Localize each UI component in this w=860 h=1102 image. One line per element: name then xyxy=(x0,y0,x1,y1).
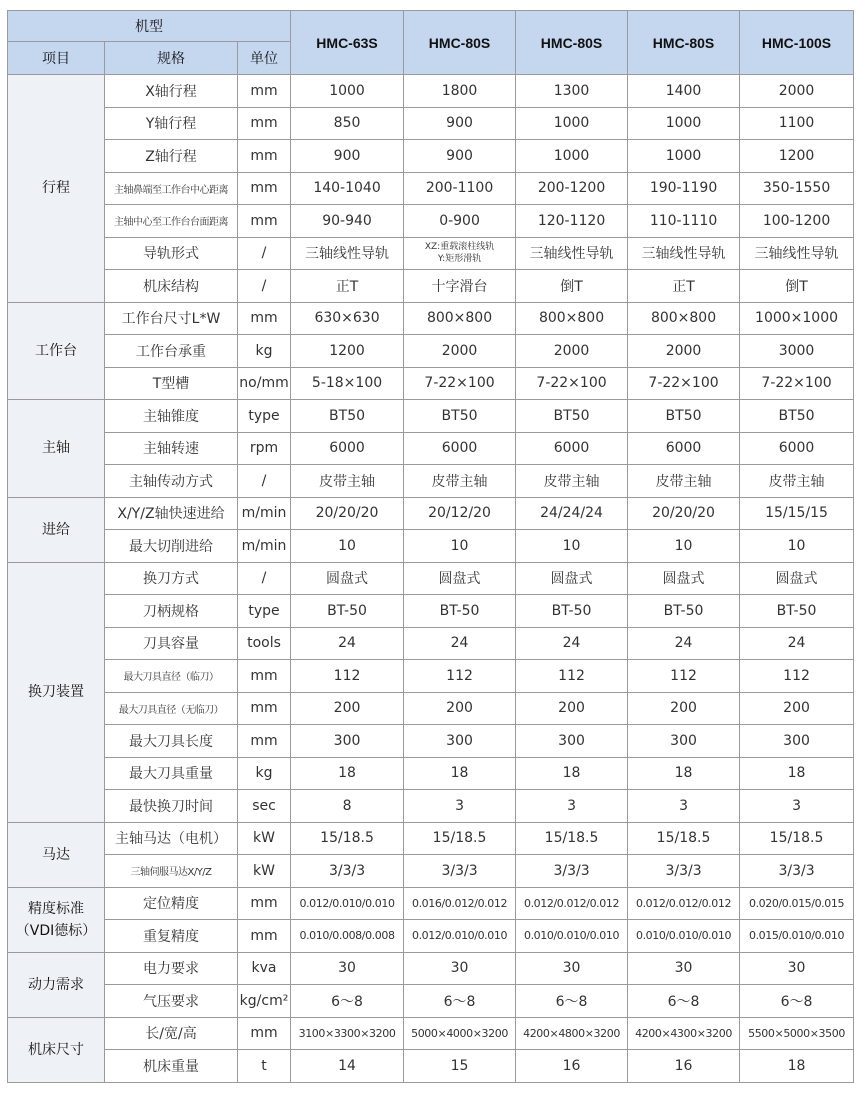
table-row xyxy=(8,985,854,1018)
value-cell: 6～8 xyxy=(628,985,740,1018)
value-cell: 6000 xyxy=(740,432,854,465)
unit-cell: / xyxy=(238,562,291,595)
spec-cell: 机床结构 xyxy=(105,270,238,303)
value-cell: 30 xyxy=(740,952,854,985)
value-cell: 圆盘式 xyxy=(404,562,516,595)
spec-cell: X轴行程 xyxy=(105,75,238,108)
spec-cell: 换刀方式 xyxy=(105,562,238,595)
spec-cell: T型槽 xyxy=(105,367,238,400)
value-cell: 0.010/0.010/0.010 xyxy=(628,920,740,953)
unit-cell: kva xyxy=(238,952,291,985)
value-cell: 2000 xyxy=(404,335,516,368)
value-cell: 6～8 xyxy=(516,985,628,1018)
unit-cell: mm xyxy=(238,205,291,238)
category-label: 马达 xyxy=(42,846,70,863)
value-cell: 18 xyxy=(404,757,516,790)
table-row xyxy=(8,270,854,303)
table-row xyxy=(8,822,854,855)
header-row-top xyxy=(8,11,854,42)
category-label: 工作台 xyxy=(35,342,77,359)
value-cell: 5-18×100 xyxy=(291,367,404,400)
value-cell: 14 xyxy=(291,1050,404,1083)
spec-cell: 重复精度 xyxy=(105,920,238,953)
category-cell xyxy=(8,1017,105,1082)
value-cell: 112 xyxy=(291,660,404,693)
value-cell: 3/3/3 xyxy=(516,855,628,888)
unit-cell: kW xyxy=(238,822,291,855)
value-cell: 圆盘式 xyxy=(516,562,628,595)
value-cell: 1100 xyxy=(740,107,854,140)
value-cell: 30 xyxy=(404,952,516,985)
value-cell: 7-22×100 xyxy=(740,367,854,400)
value-cell: 24 xyxy=(404,627,516,660)
table-row xyxy=(8,400,854,433)
value-cell: 800×800 xyxy=(628,302,740,335)
spec-cell: 导轨形式 xyxy=(105,237,238,270)
value-cell: 350-1550 xyxy=(740,172,854,205)
value-cell: 0.012/0.012/0.012 xyxy=(516,887,628,920)
value-cell: 2000 xyxy=(516,335,628,368)
value-cell: 皮带主轴 xyxy=(516,465,628,498)
value-cell: 3 xyxy=(740,790,854,823)
table-row xyxy=(8,757,854,790)
unit-cell: mm xyxy=(238,660,291,693)
spec-cell: 最大切削进给 xyxy=(105,530,238,563)
unit-cell: kW xyxy=(238,855,291,888)
category-label: 进给 xyxy=(42,521,70,538)
table-row xyxy=(8,497,854,530)
category-cell xyxy=(8,822,105,887)
table-row xyxy=(8,75,854,108)
value-cell: BT-50 xyxy=(628,595,740,628)
category-label: 精度标准 xyxy=(28,900,84,917)
value-cell: 20/20/20 xyxy=(628,497,740,530)
value-cell: 3/3/3 xyxy=(291,855,404,888)
value-cell: 0.010/0.010/0.010 xyxy=(516,920,628,953)
value-cell: 15/18.5 xyxy=(291,822,404,855)
spec-cell: 主轴转速 xyxy=(105,432,238,465)
value-cell: 1800 xyxy=(404,75,516,108)
model-col-1: HMC-63S xyxy=(291,11,404,75)
value-line: XZ:重载滚柱线轨 xyxy=(424,242,495,253)
unit-cell: / xyxy=(238,270,291,303)
value-cell: 15/18.5 xyxy=(628,822,740,855)
category-label: 机床尺寸 xyxy=(28,1041,84,1058)
category-label: 主轴 xyxy=(42,440,70,457)
table-row xyxy=(8,432,854,465)
value-cell: 1200 xyxy=(740,140,854,173)
spec-cell: 主轴中心至工作台台面距离 xyxy=(105,205,238,238)
value-cell: 7-22×100 xyxy=(628,367,740,400)
value-cell: 3/3/3 xyxy=(404,855,516,888)
value-cell: 1000 xyxy=(628,140,740,173)
spec-cell: 长/宽/高 xyxy=(105,1017,238,1050)
spec-cell: 工作台尺寸L*W xyxy=(105,302,238,335)
table-row xyxy=(8,367,854,400)
value-cell: 10 xyxy=(740,530,854,563)
table-row xyxy=(8,530,854,563)
value-cell: 24 xyxy=(516,627,628,660)
value-cell: 90-940 xyxy=(291,205,404,238)
unit-cell: no/mm xyxy=(238,367,291,400)
value-cell: 630×630 xyxy=(291,302,404,335)
model-col-4: HMC-80S xyxy=(628,11,740,75)
value-cell: 300 xyxy=(628,725,740,758)
value-cell: 24 xyxy=(740,627,854,660)
value-cell: 6000 xyxy=(628,432,740,465)
value-cell: 7-22×100 xyxy=(404,367,516,400)
value-cell: 200 xyxy=(291,692,404,725)
value-cell: 正T xyxy=(628,270,740,303)
spec-cell: 刀柄规格 xyxy=(105,595,238,628)
unit-cell: tools xyxy=(238,627,291,660)
value-cell: 2000 xyxy=(628,335,740,368)
value-cell: 6～8 xyxy=(740,985,854,1018)
value-cell: 20/20/20 xyxy=(291,497,404,530)
model-col-3: HMC-80S xyxy=(516,11,628,75)
value-cell: 18 xyxy=(291,757,404,790)
unit-cell: / xyxy=(238,237,291,270)
model-header: 机型 xyxy=(8,11,291,42)
value-cell: 200 xyxy=(404,692,516,725)
table-row xyxy=(8,595,854,628)
value-cell: 6～8 xyxy=(404,985,516,1018)
spec-cell: 主轴锥度 xyxy=(105,400,238,433)
unit-cell: mm xyxy=(238,302,291,335)
value-cell: 圆盘式 xyxy=(291,562,404,595)
value-cell: 24 xyxy=(628,627,740,660)
value-cell: 30 xyxy=(291,952,404,985)
value-cell: 800×800 xyxy=(516,302,628,335)
unit-cell: t xyxy=(238,1050,291,1083)
value-cell: 15/18.5 xyxy=(740,822,854,855)
unit-cell: kg xyxy=(238,335,291,368)
value-cell: 6000 xyxy=(291,432,404,465)
value-cell: 6～8 xyxy=(291,985,404,1018)
value-cell: 6000 xyxy=(516,432,628,465)
value-cell: 正T xyxy=(291,270,404,303)
value-cell: 圆盘式 xyxy=(740,562,854,595)
value-cell: 112 xyxy=(740,660,854,693)
spec-cell: 定位精度 xyxy=(105,887,238,920)
table-row xyxy=(8,205,854,238)
table-row xyxy=(8,302,854,335)
table-row xyxy=(8,172,854,205)
value-cell: 10 xyxy=(516,530,628,563)
spec-cell: 主轴鼻端至工作台中心距离 xyxy=(105,172,238,205)
value-cell: 三轴线性导轨 xyxy=(740,237,854,270)
value-cell: BT-50 xyxy=(740,595,854,628)
value-cell: 16 xyxy=(516,1050,628,1083)
value-cell xyxy=(404,237,516,270)
value-cell: 0.016/0.012/0.012 xyxy=(404,887,516,920)
table-row xyxy=(8,855,854,888)
table-row xyxy=(8,920,854,953)
category-cell xyxy=(8,400,105,498)
value-cell: 1000 xyxy=(628,107,740,140)
value-cell: 1200 xyxy=(291,335,404,368)
value-cell: 1400 xyxy=(628,75,740,108)
category-cell xyxy=(8,497,105,562)
value-cell: 900 xyxy=(404,107,516,140)
value-cell: 200 xyxy=(516,692,628,725)
value-cell: 皮带主轴 xyxy=(404,465,516,498)
value-cell: 3100×3300×3200 xyxy=(291,1017,404,1050)
value-cell: 十字滑台 xyxy=(404,270,516,303)
spec-cell: 主轴马达（电机） xyxy=(105,822,238,855)
spec-cell: 电力要求 xyxy=(105,952,238,985)
value-cell: 圆盘式 xyxy=(628,562,740,595)
value-cell: 112 xyxy=(516,660,628,693)
unit-cell: type xyxy=(238,400,291,433)
table-row xyxy=(8,660,854,693)
spec-cell: Z轴行程 xyxy=(105,140,238,173)
spec-cell: 三轴伺服马达X/Y/Z xyxy=(105,855,238,888)
value-cell: 18 xyxy=(740,757,854,790)
spec-cell: 最大刀具直径（无临刀） xyxy=(105,692,238,725)
unit-cell: mm xyxy=(238,692,291,725)
spec-cell: 机床重量 xyxy=(105,1050,238,1083)
unit-cell: mm xyxy=(238,75,291,108)
value-cell: 300 xyxy=(740,725,854,758)
value-cell: 2000 xyxy=(740,75,854,108)
value-cell: 110-1110 xyxy=(628,205,740,238)
value-cell: 900 xyxy=(404,140,516,173)
value-cell: 18 xyxy=(740,1050,854,1083)
value-cell: 三轴线性导轨 xyxy=(516,237,628,270)
value-cell: BT50 xyxy=(404,400,516,433)
value-cell: 18 xyxy=(628,757,740,790)
value-cell: 15 xyxy=(404,1050,516,1083)
value-cell: 三轴线性导轨 xyxy=(291,237,404,270)
unit-cell: mm xyxy=(238,172,291,205)
spec-header: 规格 xyxy=(105,42,238,75)
unit-cell: mm xyxy=(238,107,291,140)
value-cell: 15/18.5 xyxy=(404,822,516,855)
value-cell: 1000 xyxy=(291,75,404,108)
value-cell: 100-1200 xyxy=(740,205,854,238)
value-cell: 皮带主轴 xyxy=(628,465,740,498)
value-cell: BT50 xyxy=(291,400,404,433)
value-cell: 10 xyxy=(291,530,404,563)
category-label: （VDI德标） xyxy=(15,922,97,939)
value-cell: 6000 xyxy=(404,432,516,465)
unit-cell: mm xyxy=(238,920,291,953)
item-header: 项目 xyxy=(8,42,105,75)
value-cell: BT50 xyxy=(516,400,628,433)
model-col-2: HMC-80S xyxy=(404,11,516,75)
model-col-5: HMC-100S xyxy=(740,11,854,75)
value-cell: 30 xyxy=(516,952,628,985)
value-cell: 1000×1000 xyxy=(740,302,854,335)
value-cell: 10 xyxy=(628,530,740,563)
value-cell: 0.020/0.015/0.015 xyxy=(740,887,854,920)
spec-cell: 最大刀具直径（临刀） xyxy=(105,660,238,693)
category-cell xyxy=(8,75,105,303)
value-cell: 16 xyxy=(628,1050,740,1083)
value-cell: 0.012/0.012/0.012 xyxy=(628,887,740,920)
table-row xyxy=(8,790,854,823)
category-label: 换刀装置 xyxy=(28,684,84,700)
table-row xyxy=(8,562,854,595)
value-cell: 140-1040 xyxy=(291,172,404,205)
category-label: 动力需求 xyxy=(28,976,84,993)
value-cell: 1000 xyxy=(516,107,628,140)
value-cell: 24 xyxy=(291,627,404,660)
value-cell: 15/18.5 xyxy=(516,822,628,855)
value-cell: 0.015/0.010/0.010 xyxy=(740,920,854,953)
value-cell: 倒T xyxy=(740,270,854,303)
spec-cell: 气压要求 xyxy=(105,985,238,1018)
value-cell: 1000 xyxy=(516,140,628,173)
category-cell xyxy=(8,887,105,952)
value-cell: BT-50 xyxy=(404,595,516,628)
unit-cell: kg xyxy=(238,757,291,790)
unit-header: 单位 xyxy=(238,42,291,75)
value-cell: 800×800 xyxy=(404,302,516,335)
unit-cell: m/min xyxy=(238,530,291,563)
table-row xyxy=(8,237,854,270)
value-cell: 200 xyxy=(740,692,854,725)
value-cell: BT-50 xyxy=(291,595,404,628)
spec-cell: 最大刀具重量 xyxy=(105,757,238,790)
value-cell: 15/15/15 xyxy=(740,497,854,530)
value-cell: 8 xyxy=(291,790,404,823)
category-cell xyxy=(8,952,105,1017)
table-row xyxy=(8,335,854,368)
value-cell: 200 xyxy=(628,692,740,725)
value-cell: 850 xyxy=(291,107,404,140)
unit-cell: mm xyxy=(238,140,291,173)
value-cell: 皮带主轴 xyxy=(291,465,404,498)
value-cell: 三轴线性导轨 xyxy=(628,237,740,270)
value-cell: 4200×4300×3200 xyxy=(628,1017,740,1050)
value-cell: 5000×4000×3200 xyxy=(404,1017,516,1050)
value-cell: 3 xyxy=(404,790,516,823)
value-cell: 0.012/0.010/0.010 xyxy=(404,920,516,953)
value-cell: 190-1190 xyxy=(628,172,740,205)
category-cell xyxy=(8,302,105,400)
value-cell: 112 xyxy=(628,660,740,693)
unit-cell: type xyxy=(238,595,291,628)
table-row xyxy=(8,627,854,660)
value-cell: 900 xyxy=(291,140,404,173)
spec-cell: X/Y/Z轴快速进给 xyxy=(105,497,238,530)
value-cell: 300 xyxy=(291,725,404,758)
spec-cell: 主轴传动方式 xyxy=(105,465,238,498)
value-cell: 1300 xyxy=(516,75,628,108)
spec-cell: 最大刀具长度 xyxy=(105,725,238,758)
value-cell: 200-1100 xyxy=(404,172,516,205)
value-cell: 300 xyxy=(404,725,516,758)
spec-cell: 最快换刀时间 xyxy=(105,790,238,823)
unit-cell: rpm xyxy=(238,432,291,465)
value-cell: 24/24/24 xyxy=(516,497,628,530)
value-cell: 4200×4800×3200 xyxy=(516,1017,628,1050)
unit-cell: kg/cm² xyxy=(238,985,291,1018)
value-cell: 300 xyxy=(516,725,628,758)
value-cell: 3/3/3 xyxy=(628,855,740,888)
value-line: Y:矩形滑轨 xyxy=(437,254,482,265)
value-cell: 0-900 xyxy=(404,205,516,238)
unit-cell: mm xyxy=(238,887,291,920)
value-cell: 20/12/20 xyxy=(404,497,516,530)
unit-cell: m/min xyxy=(238,497,291,530)
value-cell: 18 xyxy=(516,757,628,790)
value-cell: 皮带主轴 xyxy=(740,465,854,498)
value-cell: 0.012/0.010/0.010 xyxy=(291,887,404,920)
value-cell: 3000 xyxy=(740,335,854,368)
value-cell: BT50 xyxy=(628,400,740,433)
value-cell: BT-50 xyxy=(516,595,628,628)
value-cell: 3/3/3 xyxy=(740,855,854,888)
table-row xyxy=(8,692,854,725)
spec-cell: 刀具容量 xyxy=(105,627,238,660)
table-row xyxy=(8,952,854,985)
category-cell xyxy=(8,562,105,822)
unit-cell: sec xyxy=(238,790,291,823)
spec-table xyxy=(7,10,854,1083)
spec-cell: 工作台承重 xyxy=(105,335,238,368)
table-row xyxy=(8,1017,854,1050)
value-cell: 200-1200 xyxy=(516,172,628,205)
value-cell: BT50 xyxy=(740,400,854,433)
value-cell: 7-22×100 xyxy=(516,367,628,400)
value-cell: 10 xyxy=(404,530,516,563)
spec-cell: Y轴行程 xyxy=(105,107,238,140)
unit-cell: mm xyxy=(238,1017,291,1050)
unit-cell: / xyxy=(238,465,291,498)
table-row xyxy=(8,725,854,758)
value-cell: 30 xyxy=(628,952,740,985)
value-cell: 3 xyxy=(628,790,740,823)
table-row xyxy=(8,887,854,920)
value-cell: 120-1120 xyxy=(516,205,628,238)
table-row xyxy=(8,1050,854,1083)
table-row xyxy=(8,140,854,173)
category-label: 行程 xyxy=(42,180,70,197)
value-cell: 3 xyxy=(516,790,628,823)
table-row xyxy=(8,107,854,140)
value-cell: 112 xyxy=(404,660,516,693)
value-cell: 5500×5000×3500 xyxy=(740,1017,854,1050)
table-row xyxy=(8,465,854,498)
value-cell: 倒T xyxy=(516,270,628,303)
value-cell: 0.010/0.008/0.008 xyxy=(291,920,404,953)
unit-cell: mm xyxy=(238,725,291,758)
